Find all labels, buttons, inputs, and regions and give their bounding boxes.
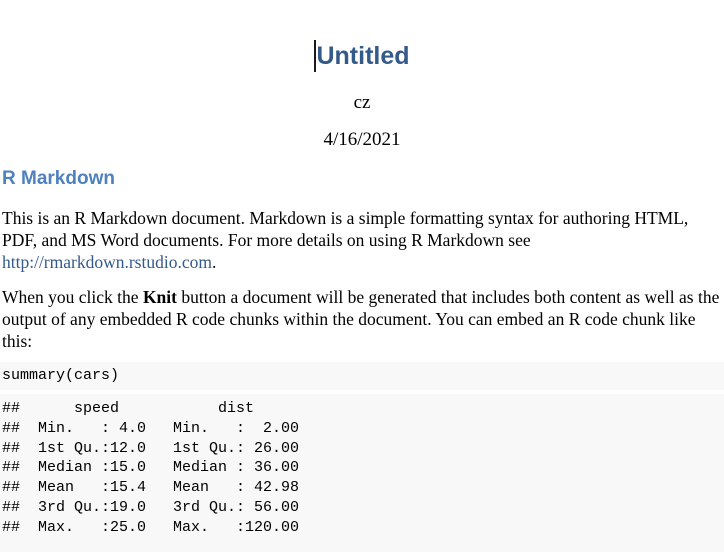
- code-output-line: ## 3rd Qu.:19.0 3rd Qu.: 56.00: [2, 498, 318, 516]
- document-title[interactable]: [314, 36, 409, 76]
- knit-bold: Knit: [142, 287, 177, 307]
- intro-suffix: .: [211, 252, 217, 272]
- code-output-line: ## Median :15.0 Median : 36.00: [2, 459, 318, 477]
- text-cursor: [314, 40, 315, 72]
- document-date: 4/16/2021: [323, 129, 401, 150]
- knit-prefix: When you click the: [2, 287, 143, 307]
- code-output-line: ## Max. :25.0 Max. :120.00: [2, 518, 318, 536]
- intro-paragraph: [2, 207, 724, 273]
- code-source-line: summary(cars): [2, 367, 120, 384]
- code-source-block: [0, 362, 724, 390]
- rmarkdown-link[interactable]: http://rmarkdown.rstudio.com: [2, 252, 212, 272]
- code-output-line: ## 1st Qu.:12.0 1st Qu.: 26.00: [2, 439, 318, 457]
- code-output-line: ## Mean :15.4 Mean : 42.98: [2, 479, 318, 497]
- section-heading: R Markdown: [2, 168, 115, 189]
- knit-paragraph: [2, 286, 724, 352]
- code-output-line: ## speed dist: [2, 400, 318, 417]
- code-output-line: ## Min. : 4.0 Min. : 2.00: [2, 419, 318, 437]
- intro-text: This is an R Markdown document. Markdown is a simple formatting syntax for authoring HTML, PDF, and MS Word documents. For more details on using R Markdown see: [2, 208, 689, 250]
- document-author: cz: [353, 92, 371, 113]
- document-title-text: Untitled: [316, 42, 410, 70]
- code-output-block: [0, 394, 724, 552]
- knit-suffix: button a document will be generated that includes both content as well as the output of any embedded R code chunks within the document. You can embed an R code chunk like this:: [2, 287, 720, 351]
- title-block: [0, 36, 724, 76]
